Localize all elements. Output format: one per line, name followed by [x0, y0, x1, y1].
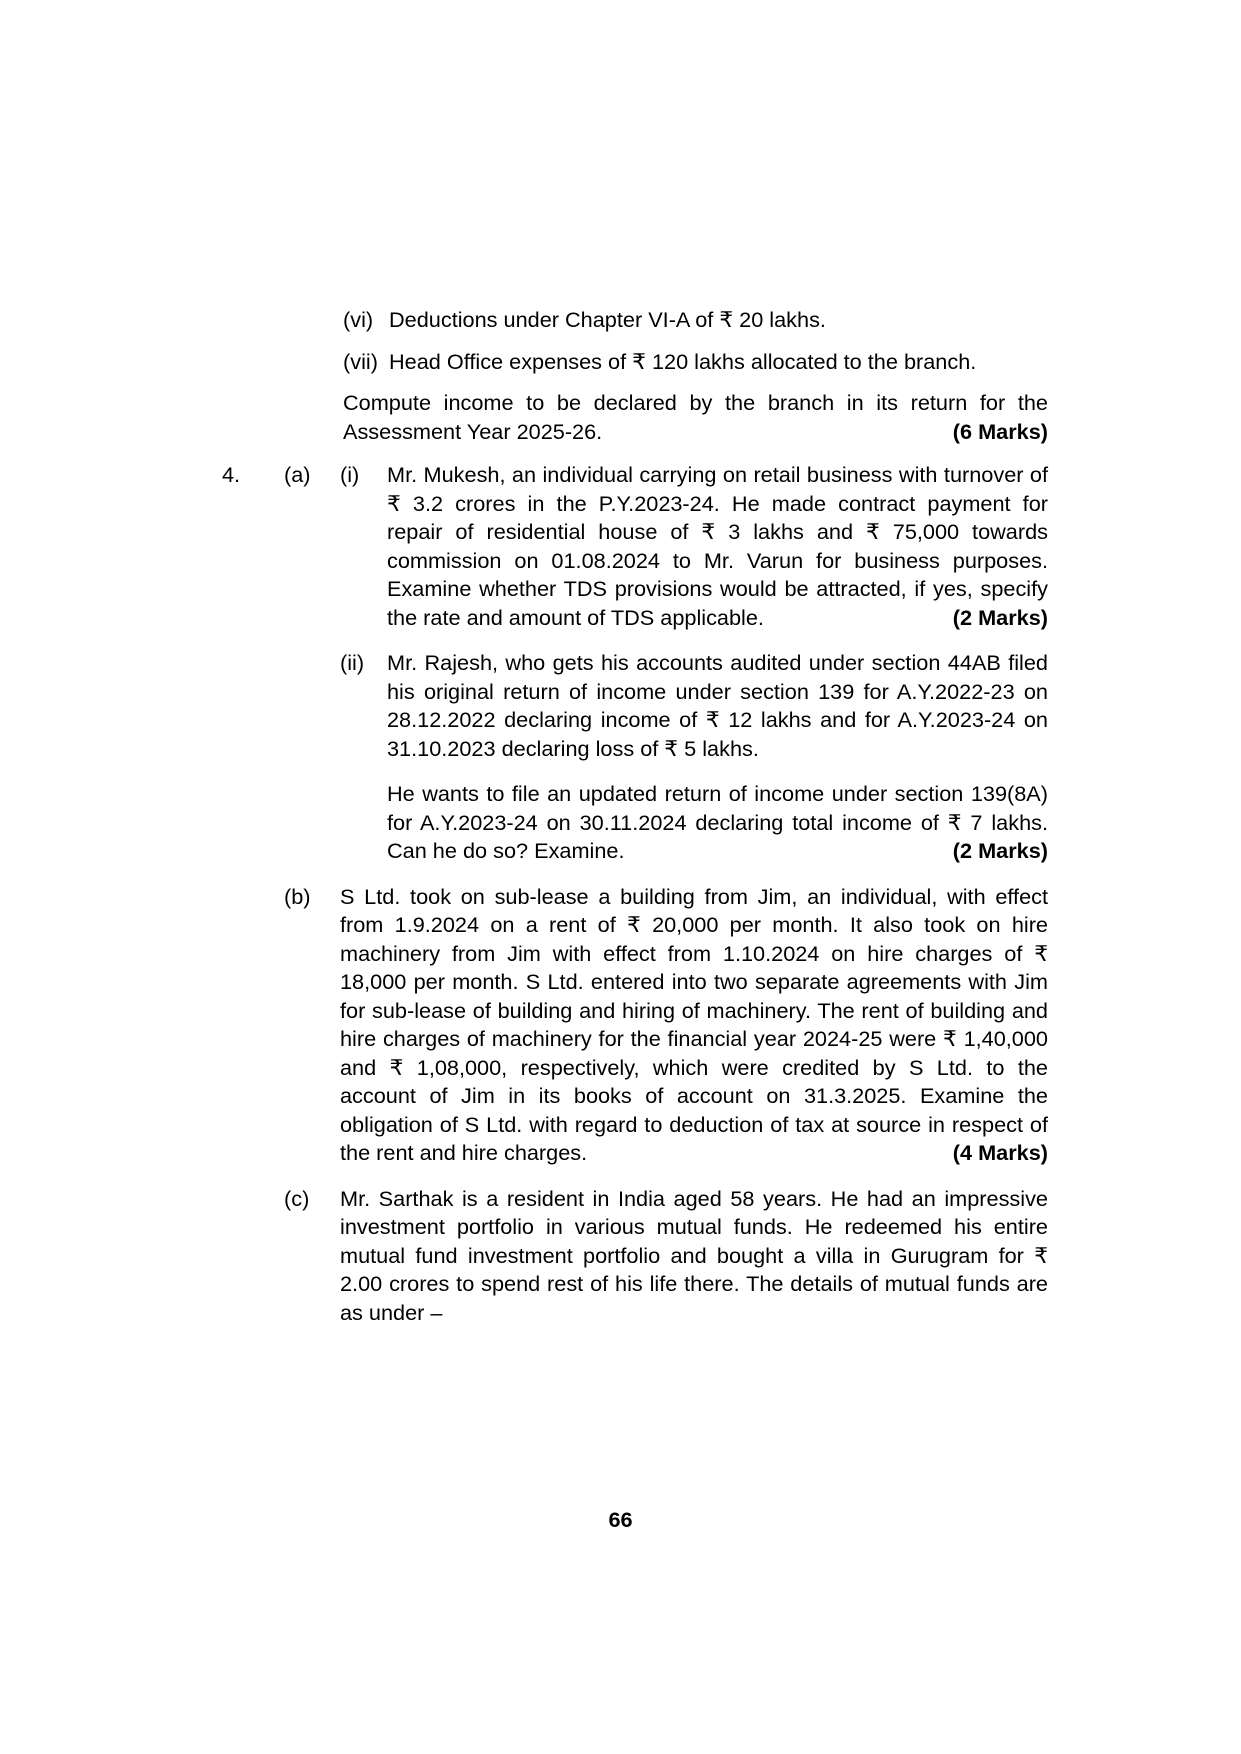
page-number: 66 — [608, 1507, 633, 1532]
list-item-vii-text-content: Head Office expenses of ₹ 120 lakhs allocated to the branch. — [389, 348, 977, 374]
question-4-part-c — [284, 1185, 1048, 1328]
page-footer — [0, 1506, 1241, 1535]
list-item-vi-text-content: Deductions under Chapter VI-A of ₹ 20 lakhs. — [389, 307, 826, 332]
subpart-ii-paragraph-2-row — [387, 780, 1048, 866]
closing-paragraph-text: Compute income to be declared by the branch in its return for the Assessment Year 2025-26. — [343, 390, 1048, 444]
part-c-label: (c) — [284, 1185, 310, 1211]
subpart-ii-row — [340, 649, 1048, 763]
subpart-ii-paragraph-2-text: He wants to file an updated return of income under section 139(8A) for A.Y.2023-24 on 30.11.2024 declaring total income of ₹ 7 lakhs. Can he do so? Examine. — [387, 781, 1048, 863]
part-a-label: (a) — [284, 462, 311, 487]
question-4-part-b — [284, 883, 1048, 1168]
subpart-ii-paragraph-1 — [387, 649, 1048, 763]
subpart-ii-paragraph-2 — [387, 780, 1048, 866]
list-item-vii-label: (vii) — [343, 348, 378, 374]
closing-paragraph-row — [343, 389, 1048, 446]
list-item-vi — [343, 306, 1048, 335]
part-c-text: Mr. Sarthak is a resident in India aged 58 years. He had an impressive investment portfolio in various mutual funds. He redeemed his entire mutual fund investment portfolio and bought a villa in Gurugram for ₹ 2.00 crores to spend rest of his life there. The details of mutual funds are as under – — [340, 1185, 1048, 1325]
subpart-ii-paragraph-1-text: Mr. Rajesh, who gets his accounts audited under section 44AB filed his original return of income under section 139 for A.Y.2022-23 on 28.12.2022 declaring income of ₹ 12 lakhs and for A.Y.2023-24 on 31.10.2023 declaring loss of ₹ 5 lakhs. — [387, 650, 1048, 761]
part-b-paragraph — [340, 883, 1048, 1168]
list-item-vii — [343, 348, 1048, 377]
question-4-part-a-subpart-i — [222, 461, 1048, 632]
subpart-i-text: Mr. Mukesh, an individual carrying on retail business with turnover of ₹ 3.2 crores in the P.Y.2023-24. He made contract payment for repair of residential house of ₹ 3 lakhs and ₹ 75,000 towards commission on 01.08.2024 to Mr. Varun for business purposes. Examine whether TDS provisions would be attracted, if yes, specify the rate and amount of TDS applicable. — [387, 462, 1048, 630]
marks-label-4: (4 Marks) — [952, 1140, 1048, 1165]
part-b-label: (b) — [284, 883, 311, 909]
marks-label-6: (6 Marks) — [952, 418, 1048, 444]
subpart-i-label: (i) — [340, 462, 360, 487]
subpart-ii-label: (ii) — [340, 650, 365, 675]
part-c-paragraph — [340, 1185, 1048, 1328]
marks-label-2b: (2 Marks) — [952, 838, 1048, 863]
list-item-vi-label: (vi) — [343, 307, 374, 332]
closing-paragraph — [343, 389, 1048, 446]
part-b-text: S Ltd. took on sub-lease a building from Jim, an individual, with effect from 1.9.2024 on a rent of ₹ 20,000 per month. It also took on hire machinery from Jim with effect from 1.10.2024 on hire charges of ₹ 18,000 per month. S Ltd. entered into two separate agreements with Jim for sub-lease of building and hiring of machinery. The rent of building and hire charges of machinery for the financial year 2024-25 were ₹ 1,40,000 and ₹ 1,08,000, respectively, which were credited by S Ltd. to the account of Jim in its books of account on 31.3.2025. Examine the obligation of S Ltd. with regard to deduction of tax at source in respect of the rent and hire charges. — [340, 883, 1048, 1165]
question-number: 4. — [222, 462, 241, 487]
list-item-vii-text — [389, 348, 1048, 377]
marks-label-2a: (2 Marks) — [952, 604, 1048, 630]
subpart-i-paragraph — [387, 461, 1048, 632]
exam-question-content — [222, 306, 1048, 1327]
list-item-vi-text — [389, 306, 1048, 335]
